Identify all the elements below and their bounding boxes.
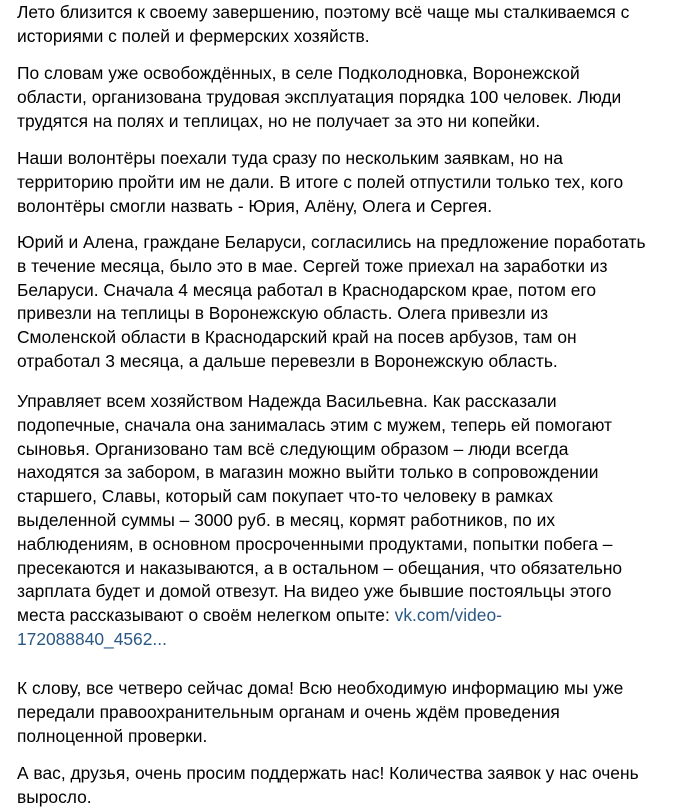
paragraph-location — [17, 62, 677, 133]
video-link-continuation[interactable]: 172088840_4562... — [17, 628, 167, 649]
text-line: привезли на теплицы в Воронежскую область. Олега привезли из — [17, 303, 549, 324]
text-line: подопечные, сначала она занималась этим с мужем, теперь ей помогают — [17, 414, 613, 435]
text-line: волонтёры смогли назвать - Юрия, Алёну, Олега и Сергея. — [17, 195, 493, 216]
text-line: Смоленской области в Краснодарский край на посев арбузов, там он — [17, 327, 577, 348]
text-line: А вас, друзья, очень просим поддержать нас! Количества заявок у нас очень — [17, 763, 639, 783]
paragraph-volunteers — [17, 147, 677, 218]
text-line: Юрий и Алена, граждане Беларуси, согласились на предложение поработать — [17, 232, 646, 252]
text-line: историями с полей и фермерских хозяйств. — [17, 25, 370, 46]
text-line: территорию пройти им не дали. В итоге с полей отпустили только тех, кого — [17, 171, 624, 192]
paragraph-appeal — [17, 762, 677, 810]
text-line: трудятся на полях и теплицах, но не получает за это ни копейки. — [17, 110, 541, 131]
text-line: старшего, Славы, который сам покупает что-то человеку в рамках — [17, 486, 553, 507]
text-line: области, организована трудовая эксплуатация порядка 100 человек. Люди — [17, 86, 622, 107]
text-line: пресекаются и наказываются, а в остальном – обещания, что обязательно — [17, 557, 623, 578]
text-line: сыновья. Организовано там всё следующим образом – люди всегда — [17, 438, 569, 459]
paragraph-people — [17, 231, 677, 374]
text-line — [17, 628, 677, 652]
text-line: К слову, все четверо сейчас дома! Всю необходимую информацию мы уже — [17, 678, 624, 698]
text-line: Управляет всем хозяйством Надежда Васильевна. Как рассказали — [17, 391, 557, 411]
text-line-with-link — [17, 604, 677, 628]
paragraph-status — [17, 677, 677, 748]
text-line: отработал 3 месяца, а дальше перевезли в Воронежскую область. — [17, 350, 558, 371]
video-link[interactable]: vk.com/video- — [394, 605, 502, 626]
paragraph-management — [17, 390, 677, 652]
text-line: По словам уже освобождённых, в селе Подколодновка, Воронежской — [17, 63, 580, 83]
text-segment: места рассказывают о своём нелегком опыте: — [17, 605, 395, 626]
text-line: зарплата будет и домой отвезут. На видео уже бывшие постояльцы этого — [17, 581, 612, 602]
text-line: Беларуси. Сначала 4 месяца работал в Краснодарском крае, потом его — [17, 279, 597, 300]
text-line: выделенной суммы – 3000 руб. в месяц, кормят работников, по их — [17, 509, 556, 530]
text-line: Наши волонтёры поехали туда сразу по нескольким заявкам, но на — [17, 148, 563, 168]
text-line: передали правоохранительным органам и очень ждём проведения — [17, 701, 560, 722]
text-line: выросло. — [17, 786, 92, 807]
text-line: в течение месяца, было это в мае. Сергей тоже приехал на заработки из — [17, 255, 608, 276]
text-line: наблюдениям, в основном просроченными продуктами, попытки побега – — [17, 533, 613, 554]
text-line: Лето близится к своему завершению, поэтому всё чаще мы сталкиваемся с — [17, 2, 630, 22]
paragraph-intro — [17, 1, 677, 49]
text-line: находятся за забором, в магазин можно выйти только в сопровождении — [17, 462, 599, 483]
text-line: полноценной проверки. — [17, 725, 208, 746]
